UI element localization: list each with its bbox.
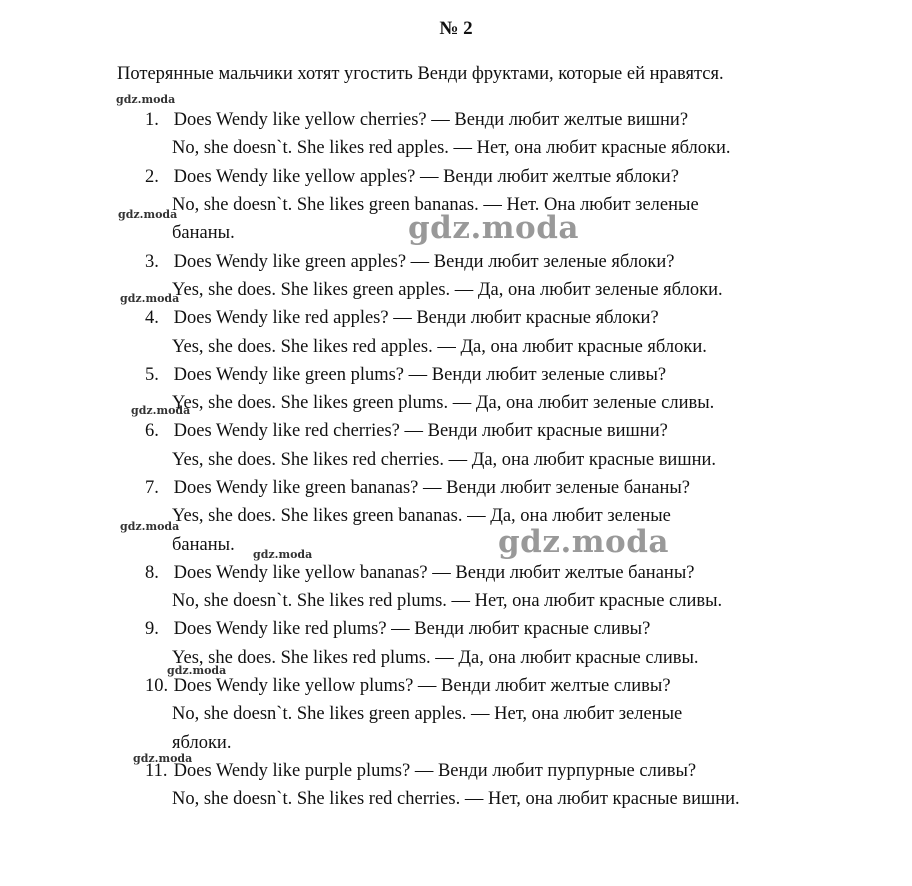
question-9 [145,618,650,640]
question-text: Does Wendy like yellow plums? — Венди любит желтые сливы? [173,676,671,696]
answer-7: Yes, she does. She likes green bananas. — Да, она любит зеленые [172,506,671,526]
question-8 [145,562,694,584]
item-number: 11. [145,761,168,781]
item-number: 5. [145,365,159,385]
question-text: Does Wendy like green apples? — Венди любит зеленые яблоки? [173,252,675,272]
question-1 [145,109,688,131]
answer-10-cont: яблоки. [172,733,232,753]
question-6 [145,420,668,442]
answer-2-cont: бананы. [172,223,235,243]
question-11 [145,760,696,782]
item-number: 10. [145,676,169,696]
question-text: Does Wendy like red apples? — Венди любит красные яблоки? [173,308,659,328]
watermark-large: gdz.moda [498,524,669,560]
watermark-small: gdz.moda [120,520,180,533]
item-number: 2. [145,167,159,187]
question-text: Does Wendy like yellow cherries? — Венди любит желтые вишни? [173,110,689,130]
answer-4: Yes, she does. She likes red apples. — Да, она любит красные яблоки. [172,337,707,357]
answer-8: No, she doesn`t. She likes red plums. — Нет, она любит красные сливы. [172,591,723,611]
watermark-small: gdz.moda [253,548,313,561]
watermark-large: gdz.moda [408,210,579,246]
question-2 [145,166,679,188]
answer-10: No, she doesn`t. She likes green apples. — Нет, она любит зеленые [172,704,683,724]
intro-text: Потерянные мальчики хотят угостить Венди фруктами, которые ей нравятся. [117,64,724,84]
watermark-small: gdz.moda [131,404,191,417]
item-number: 3. [145,252,159,272]
watermark-small: gdz.moda [167,664,227,677]
question-4 [145,307,659,329]
watermark-small: gdz.moda [116,93,176,106]
watermark-small: gdz.moda [133,752,193,765]
question-text: Does Wendy like red cherries? — Венди любит красные вишни? [173,421,668,441]
question-3 [145,251,674,273]
question-text: Does Wendy like green bananas? — Венди любит зеленые бананы? [173,478,690,498]
item-number: 4. [145,308,159,328]
question-text: Does Wendy like yellow bananas? — Венди любит желтые бананы? [173,563,695,583]
question-text: Does Wendy like yellow apples? — Венди любит желтые яблоки? [173,167,679,187]
watermark-small: gdz.moda [118,208,178,221]
item-number: 8. [145,563,159,583]
question-7 [145,477,690,499]
answer-1: No, she doesn`t. She likes red apples. — Нет, она любит красные яблоки. [172,138,731,158]
question-text: Does Wendy like red plums? — Венди любит красные сливы? [173,619,651,639]
question-text: Does Wendy like purple plums? — Венди любит пурпурные сливы? [173,761,697,781]
answer-6: Yes, she does. She likes red cherries. — Да, она любит красные вишни. [172,450,716,470]
question-text: Does Wendy like green plums? — Венди любит зеленые сливы? [173,365,667,385]
item-number: 1. [145,110,159,130]
answer-5: Yes, she does. She likes green plums. — Да, она любит зеленые сливы. [172,393,715,413]
question-10 [145,675,671,697]
item-number: 9. [145,619,159,639]
page-title: № 2 [439,18,473,39]
watermark-small: gdz.moda [120,292,180,305]
answer-7-cont: бананы. [172,535,235,555]
answer-3: Yes, she does. She likes green apples. — Да, она любит зеленые яблоки. [172,280,723,300]
answer-9: Yes, she does. She likes red plums. — Да, она любит красные сливы. [172,648,699,668]
item-number: 7. [145,478,159,498]
item-number: 6. [145,421,159,441]
answer-2: No, she doesn`t. She likes green bananas. — Нет. Она любит зеленые [172,195,699,215]
question-5 [145,364,666,386]
answer-11: No, she doesn`t. She likes red cherries. — Нет, она любит красные вишни. [172,789,740,809]
